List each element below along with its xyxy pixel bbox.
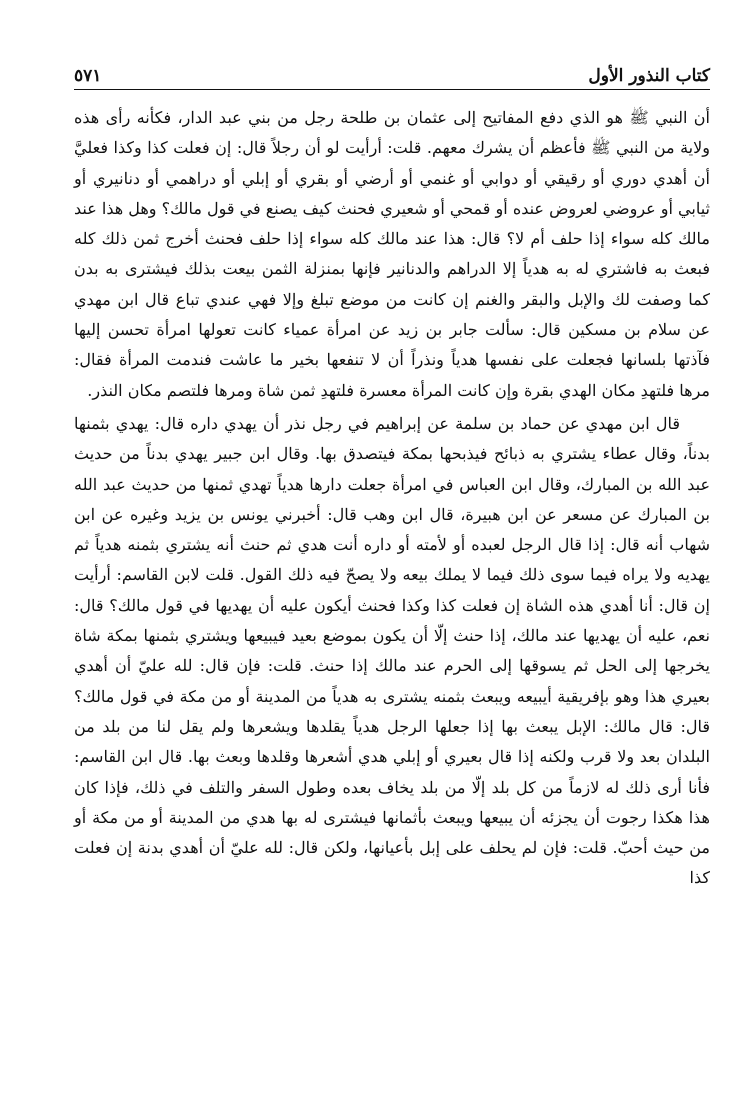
- running-title: كتاب النذور الأول: [588, 66, 710, 86]
- paragraph-1: أن النبي ﷺ هو الذي دفع المفاتيح إلى عثمان بن طلحة رجل من بني عبد الدار، فكأنه رأى هذه ولاية من النبي ﷺ فأعظم أن يشرك معهم. قلت: أرأيت لو أن رجلاً قال: إن فعلت كذا وكذا فعليَّ أن أهدي دوري أو رقيقي أو دوابي أو غنمي أو أرضي أو بقري أو إبلي أو دراهمي أو دنانيري أو ثيابي أو عروضي لعروض عنده أو قمحي أو شعيري فحنث كيف يصنع في قول مالك؟ وهل هذا عند مالك كله سواء إذا حلف أم لا؟ قال: هذا عند مالك كله سواء إذا حلف فحنث أخرج ثمن ذلك كله فبعث به فاشتري له به هدياً إلا الدراهم والدنانير فإنها بمنزلة الثمن بيعت بذلك فيشترى به بدن كما وصفت لك والإبل والبقر والغنم إن كانت من موضع تبلغ وإلا فهي عندي تباع قال ابن مهدي عن سلام بن مسكين قال: سألت جابر بن زيد عن امرأة عمياء كانت تعولها امرأة تحسن إليها فآذتها بلسانها فجعلت على نفسها هدياً ونذراً أن لا تنفعها بخير ما عاشت فندمت المرأة فقال: مرها فلتهدِ مكان الهدي بقرة وإن كانت المرأة معسرة فلتهدِ ثمن شاة ومرها فلتصم مكان النذر.: [74, 108, 710, 400]
- paragraph-2: قال ابن مهدي عن حماد بن سلمة عن إبراهيم في رجل نذر أن يهدي داره قال: يهدي بثمنها بدناً، وقال عطاء يشتري به ذبائح فيذبحها بمكة فيتصدق بها. وقال ابن جبير يهدي بدناً من حديث عبد الله بن المبارك، وقال ابن العباس في امرأة جعلت دارها هدياً تهدي ثمنها من حديث عبد الله بن المبارك عن مسعر عن ابن هبيرة، قال ابن وهب قال: أخبرني يونس بن يزيد وغيره عن ابن شهاب أنه قال: إذا قال الرجل لعبده أو لأمته أو داره أنت هدي ثم حنث أنه يشتري بثمنه هدياً ثم يهديه ولا يراه فيما سوى ذلك فيما لا يملك بيعه ولا يصحّ فيه ذلك القول. قلت لابن القاسم: أرأيت إن قال: أنا أهدي هذه الشاة إن فعلت كذا وكذا فحنث أيكون عليه أن يهديها في قول مالك؟ قال: نعم، عليه أن يهديها عند مالك، إذا حنث إلّا أن يكون بموضع بعيد فيبيعها ويشتري بثمنها بمكة شاة يخرجها إلى الحل ثم يسوقها إلى الحرم عند مالك إذا حنث. قلت: فإن قال: لله عليّ أن أهدي بعيري هذا وهو بإفريقية أيبيعه ويبعث بثمنه يشترى به هدياً من المدينة أو من مكة في قول مالك؟ قال: قال مالك: الإبل يبعث بها إذا جعلها الرجل هدياً يقلدها ويشعرها ولم يقل لنا من بلد من البلدان بعد ولا قرب ولكنه إذا قال بعيري أو إبلي هدي أشعرها وقلدها وبعث بها. قال ابن القاسم: فأنا أرى ذلك له لازماً من كل بلد إلّا من بلد يخاف بعده وطول السفر والتلف في ذلك، فإذا كان هذا هكذا رجوت أن يجزئه أن يبيعها ويبعث بأثمانها فيشترى له بها هدي من المدينة أو من مكة أو من حيث أحبّ. قلت: فإن لم يحلف على إبل بأعيانها، ولكن قال: لله عليّ أن أهدي بدنة إن فعلت كذا: [74, 413, 710, 888]
- page-body: [74, 103, 710, 894]
- page-number: ٥٧١: [74, 66, 102, 86]
- page-header: [74, 62, 710, 90]
- book-page: [74, 62, 710, 894]
